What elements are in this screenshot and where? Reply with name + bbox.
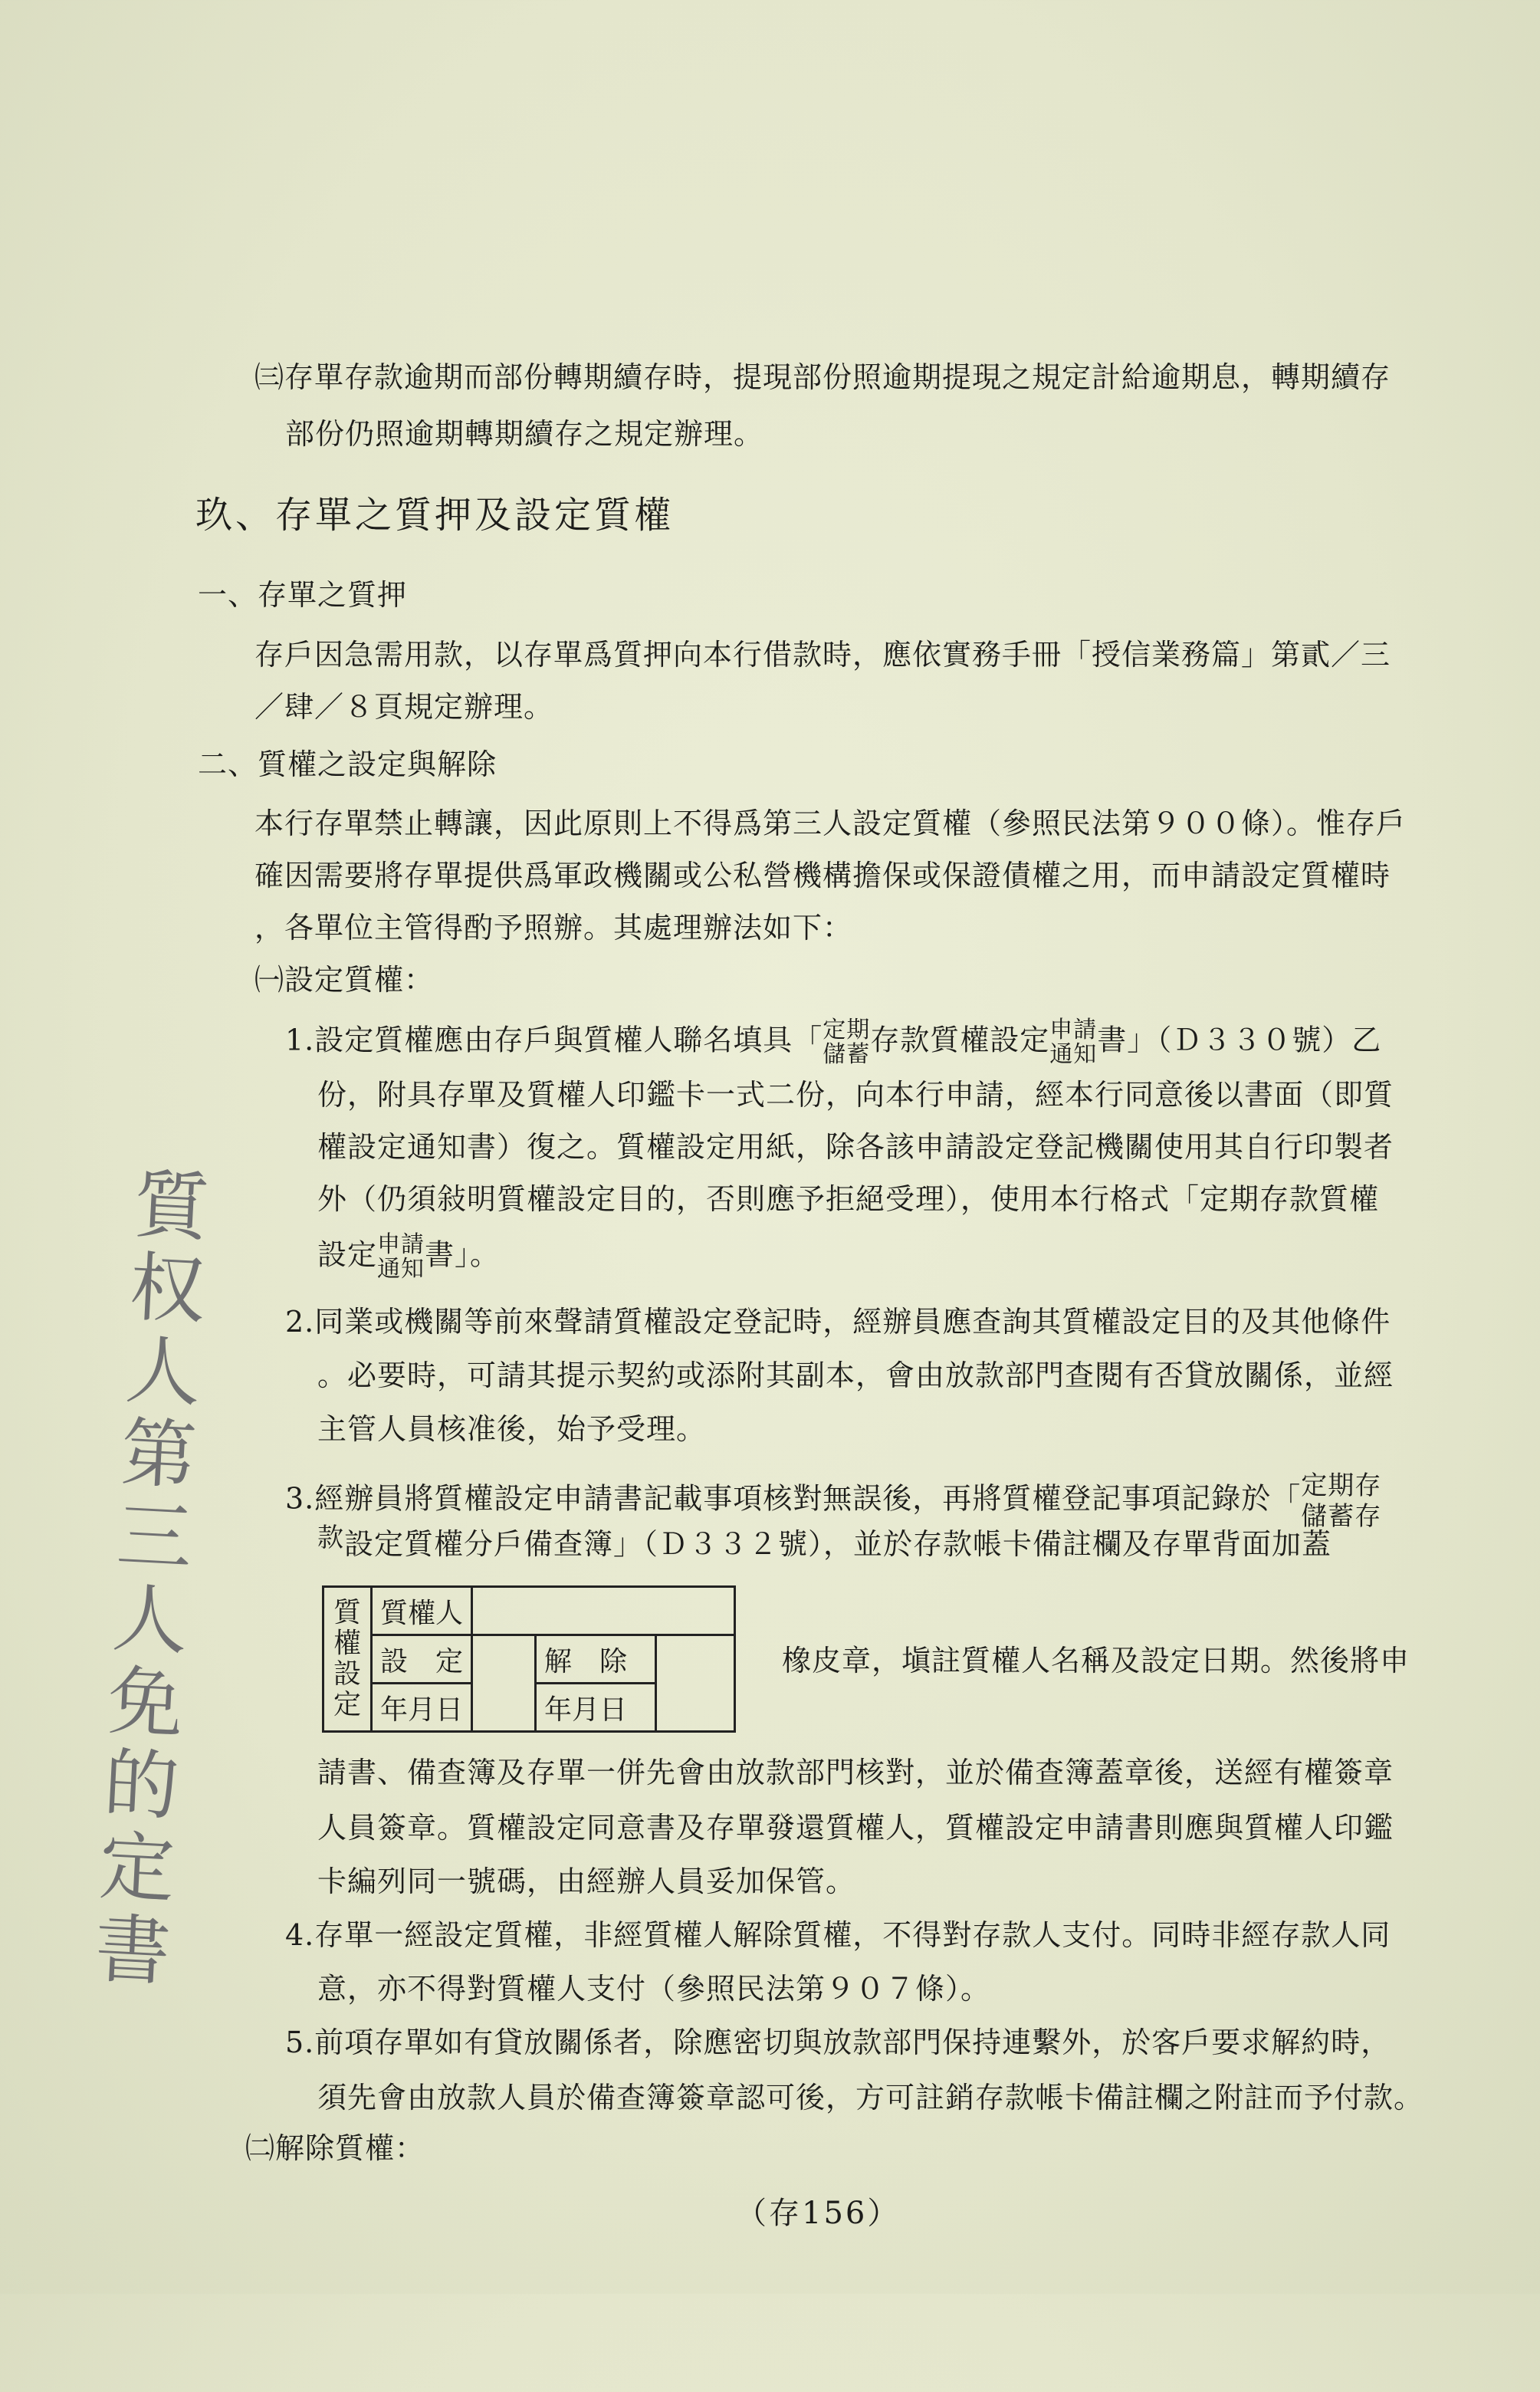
page-number: （存156）: [736, 2196, 901, 2231]
text-fragment: 設定: [317, 1237, 378, 1272]
text-fragment: 1.設定質權應由存戶與質權人聯名填具「: [285, 1023, 823, 1057]
text-fragment: 設定質權分戶備查簿」（Ｄ３３２號），並於存款帳卡備註欄及存單背面加蓋: [344, 1527, 1332, 1561]
stack-top: 申請: [1049, 1017, 1098, 1043]
stack-bottom: 儲蓄存: [1301, 1501, 1382, 1532]
stack-bottom: 通知: [1049, 1041, 1098, 1068]
stamp-cell-blank: [656, 1635, 735, 1732]
text-line: 部份仍照逾期轉期續存之規定辦理。: [285, 417, 764, 451]
text-line: 份，附具存單及質權人印鑑卡一式二份，向本行申請，經本行同意後以書面（即質: [317, 1078, 1394, 1112]
text-line: 人員簽章。質權設定同意書及存單發還質權人，質權設定申請書則應與質權人印鑑: [317, 1811, 1394, 1845]
stacked-text: [317, 1523, 344, 1553]
sub-title: ㈠設定質權：: [254, 963, 435, 997]
text-line: 存戶因急需用款，以存單爲質押向本行借款時，應依實務手冊「授信業務篇」第貳／三: [254, 638, 1391, 672]
stack-bottom: 儲蓄: [823, 1041, 871, 1068]
stacked-text: [823, 1018, 870, 1067]
text-line: [317, 1523, 1332, 1562]
stack-top: 款: [317, 1523, 344, 1553]
text-line: [317, 1233, 500, 1282]
text-line: 卡編列同一號碼，由經辦人員妥加保管。: [317, 1865, 856, 1898]
text-fragment: 書」（Ｄ３３０號）乙: [1097, 1023, 1382, 1057]
text-line: 橡皮章，塡註質權人名稱及設定日期。然後將申: [782, 1644, 1410, 1677]
handwritten-text: 質权人第三人免的定書: [80, 1163, 212, 1996]
stack-bottom: 通知: [377, 1256, 425, 1283]
text-line: 5.前項存單如有貸放關係者，除應密切與放款部門保持連繫外，於客戶要求解約時，: [285, 2026, 1391, 2059]
text-line: 意，亦不得對質權人支付（參照民法第９０７條）。: [317, 1972, 991, 2006]
text-line: 外（仍須敍明質權設定目的，否則應予拒絕受理），使用本行格式「定期存款質權: [317, 1182, 1380, 1216]
stacked-text: [377, 1233, 425, 1282]
stacked-text: [1301, 1470, 1381, 1532]
handwritten-note: [80, 1163, 245, 2392]
text-line: 權設定通知書）復之。質權設定用紙，除各該申請設定登記機關使用其自行印製者: [317, 1130, 1394, 1164]
stamp-cell: 質權人: [372, 1587, 472, 1635]
text-line: ㈢存單存款逾期而部份轉期續存時，提現部份照逾期提現之規定計給逾期息，轉期續存: [254, 360, 1391, 394]
text-line: 。必要時，可請其提示契約或添附其副本，會由放款部門查閱有否貸放關係，並經: [317, 1359, 1394, 1392]
stamp-table: [322, 1585, 797, 1739]
stamp-cell-blank: [472, 1587, 735, 1635]
item-title: 二、質權之設定與解除: [198, 748, 497, 781]
text-line: 4.存單一經設定質權，非經質權人解除質權，不得對存款人支付。同時非經存款人同: [285, 1918, 1391, 1952]
text-line: 須先會由放款人員於備查簿簽章認可後，方可註銷存款帳卡備註欄之附註而予付款。: [317, 2081, 1424, 2114]
text-line: 本行存單禁止轉讓，因此原則上不得爲第三人設定質權（參照民法第９００條）。惟存戶: [254, 807, 1407, 840]
item-title: 一、存單之質押: [198, 578, 408, 612]
stamp-cell: 年月日: [536, 1684, 656, 1732]
text-line: [285, 1470, 1381, 1532]
text-fragment: 書」。: [425, 1237, 501, 1272]
stamp-cell: 年月日: [372, 1684, 472, 1732]
stacked-text: [1049, 1018, 1097, 1067]
section-heading: 玖、存單之質押及設定質權: [195, 494, 675, 537]
text-line: [285, 1018, 1381, 1067]
stamp-cell: 設 定: [372, 1635, 472, 1684]
sub-title: ㈡解除質權：: [245, 2131, 425, 2165]
text-line: ，各單位主管得酌予照辦。其處理辦法如下：: [254, 911, 853, 945]
text-line: 2.同業或機關等前來聲請質權設定登記時，經辦員應查詢其質權設定目的及其他條件: [285, 1305, 1391, 1339]
stack-top: 定期: [823, 1017, 871, 1043]
stamp-cell-blank: [472, 1635, 536, 1732]
stack-top: 定期存: [1301, 1470, 1382, 1501]
stamp-label: 質 權 設 定: [323, 1587, 372, 1732]
text-line: ／肆／８頁規定辦理。: [254, 690, 554, 724]
text-fragment: 3.經辦員將質權設定申請書記載事項核對無誤後，再將質權登記事項記錄於「: [285, 1481, 1302, 1516]
text-fragment: 存款質權設定: [870, 1023, 1050, 1057]
text-line: 主管人員核准後，始予受理。: [317, 1412, 707, 1446]
stamp-cell: 解 除: [536, 1635, 656, 1684]
text-line: 請書、備查簿及存單一併先會由放款部門核對，並於備查簿蓋章後，送經有權簽章: [317, 1756, 1394, 1789]
stack-top: 申請: [377, 1231, 425, 1258]
text-line: 確因需要將存單提供爲軍政機關或公私營機構擔保或保證債權之用，而申請設定質權時: [254, 859, 1391, 892]
